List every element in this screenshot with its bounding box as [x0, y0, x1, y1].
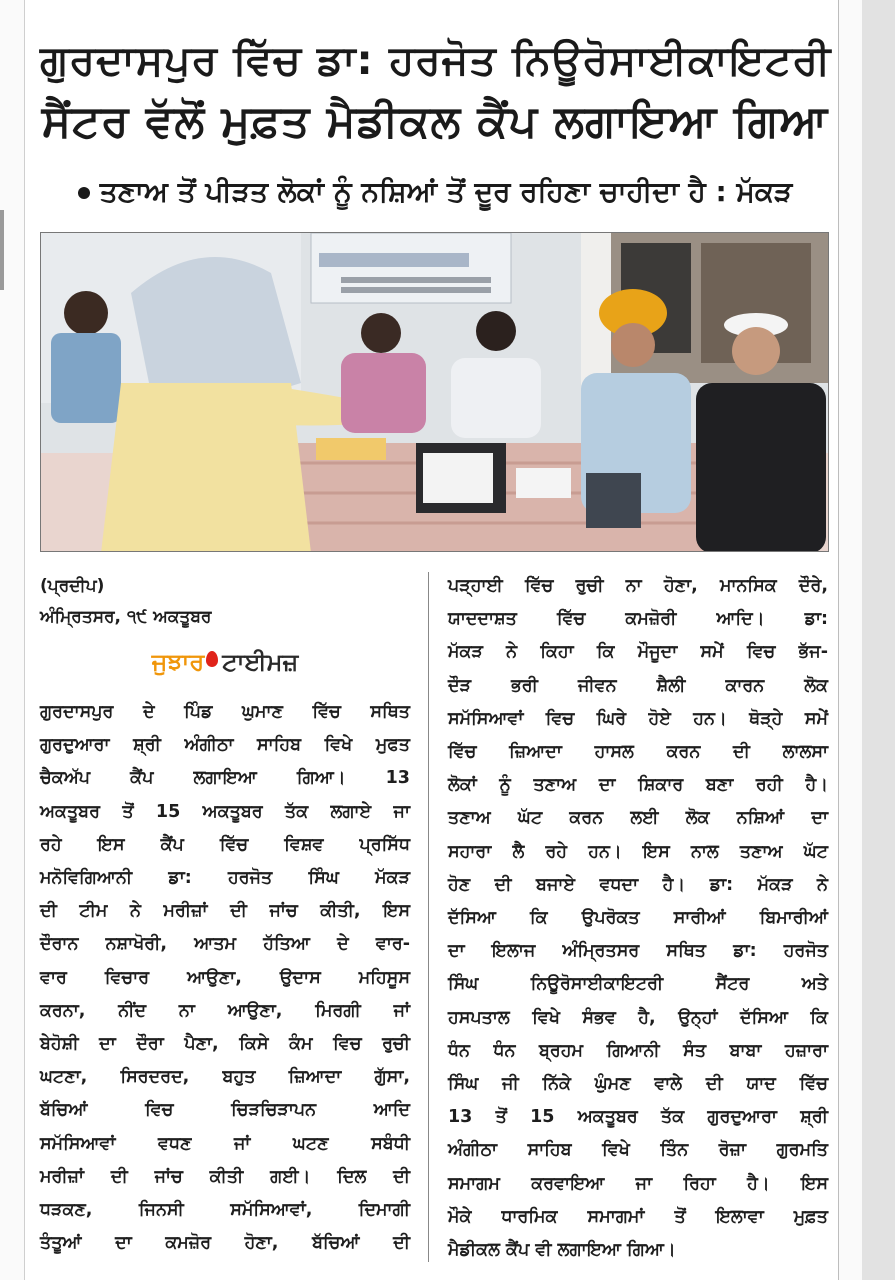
text-line: ਪੜ੍ਹਾਈ ਵਿੱਚ ਰੁਚੀ ਨਾ ਹੋਣਾ, ਮਾਨਸਿਕ ਦੌਰੇ, [448, 576, 828, 596]
text-line: ਸਮਾਗਮ ਕਰਵਾਇਆ ਜਾ ਰਿਹਾ ਹੈ। ਇਸ [448, 1173, 828, 1194]
logo-text-secondary: ਟਾਈਮਜ਼ [222, 648, 299, 676]
text-line: ਤਣਾਅ ਘੱਟ ਕਰਨ ਲਈ ਲੋਕ ਨਸ਼ਿਆਂ ਦਾ [448, 808, 828, 829]
text-line: ਸਮੱਸਿਆਵਾਂ ਵਧਣ ਜਾਂ ਘਟਣ ਸਬੰਧੀ [40, 1133, 410, 1154]
text-line: ਅਕਤੂਬਰ ਤੋਂ 15 ਅਕਤੂਬਰ ਤੱਕ ਲਗਾਏ ਜਾ [40, 801, 410, 822]
logo-text-primary: ਜੁਝਾਰ [151, 648, 205, 676]
text-line: 13 ਤੋਂ 15 ਅਕਤੂਬਰ ਤੱਕ ਗੁਰਦੁਆਰਾ ਸ਼੍ਰੀ [448, 1107, 828, 1128]
article-column-left [40, 570, 410, 1260]
text-line: ਰਹੇ ਇਸ ਕੈਂਪ ਵਿੱਚ ਵਿਸ਼ਵ ਪ੍ਰਸਿੱਧ [40, 834, 410, 855]
text-line: ਦਾ ਇਲਾਜ ਅੰਮ੍ਰਿਤਸਰ ਸਥਿਤ ਡਾ: ਹਰਜੋਤ [448, 941, 828, 962]
headline-line-1: ਗੁਰਦਾਸਪੁਰ ਵਿੱਚ ਡਾ: ਹਰਜੋਤ ਨਿਊਰੋਸਾਈਕਾਇਟਰੀ [40, 36, 832, 84]
article-column-right [448, 570, 828, 1267]
scroll-marker [0, 210, 4, 290]
text-line: ਦੌਰਾਨ ਨਸ਼ਾਖੋਰੀ, ਆਤਮ ਹੱਤਿਆ ਦੇ ਵਾਰ- [40, 934, 410, 955]
text-line: ਲੋਕਾਂ ਨੂੰ ਤਣਾਅ ਦਾ ਸ਼ਿਕਾਰ ਬਣਾ ਰਹੀ ਹੈ। [448, 775, 828, 796]
flame-icon [206, 651, 218, 667]
text-line: ਸਿੰਘ ਜੀ ਨਿੱਕੇ ਘੁੰਮਣ ਵਾਲੇ ਦੀ ਯਾਦ ਵਿੱਚ [448, 1074, 828, 1095]
bullet-icon [78, 187, 90, 199]
subheadline-text: ਤਣਾਅ ਤੋਂ ਪੀੜਤ ਲੋਕਾਂ ਨੂੰ ਨਸ਼ਿਆਂ ਤੋਂ ਦੂਰ ਰਹਿਣਾ ਚਾਹੀਦਾ ਹੈ : ਮੱਕੜ [99, 175, 793, 208]
text-line: ਵਿੱਚ ਜ਼ਿਆਦਾ ਹਾਸਲ ਕਰਨ ਦੀ ਲਾਲਸਾ [448, 742, 828, 763]
text-line: ਮੌਕੇ ਧਾਰਮਿਕ ਸਮਾਗਮਾਂ ਤੋਂ ਇਲਾਵਾ ਮੁਫ਼ਤ [448, 1206, 828, 1227]
text-line: ਵਾਰ ਵਿਚਾਰ ਆਉਣਾ, ਉਦਾਸ ਮਹਿਸੂਸ [40, 967, 410, 988]
text-line: ਮੈਡੀਕਲ ਕੈਂਪ ਵੀ ਲਗਾਇਆ ਗਿਆ। [448, 1240, 676, 1261]
text-line: ਮੱਕੜ ਨੇ ਕਿਹਾ ਕਿ ਮੌਜੂਦਾ ਸਮੇਂ ਵਿਚ ਭੱਜ- [448, 642, 828, 663]
text-line: ਸਿੰਘ ਨਿਊਰੋਸਾਈਕਾਇਟਰੀ ਸੈਂਟਰ ਅਤੇ [448, 974, 828, 995]
text-line: ਮਰੀਜ਼ਾਂ ਦੀ ਜਾਂਚ ਕੀਤੀ ਗਈ। ਦਿਲ ਦੀ [40, 1166, 410, 1187]
text-line: ਧੜਕਣ, ਜਿਨਸੀ ਸਮੱਸਿਆਵਾਂ, ਦਿਮਾਗੀ [40, 1200, 410, 1221]
text-line: ਹੋਣ ਦੀ ਬਜਾਏ ਵਧਦਾ ਹੈ। ਡਾ: ਮੱਕੜ ਨੇ [448, 874, 828, 895]
dateline: ਅੰਮ੍ਰਿਤਸਰ, ੧੯ ਅਕਤੂਬਰ [40, 607, 212, 627]
publication-logo [40, 642, 410, 682]
text-line: ਤੰਤੂਆਂ ਦਾ ਕਮਜ਼ੋਰ ਹੋਣਾ, ਬੱਚਿਆਂ ਦੀ [40, 1233, 410, 1254]
text-line: ਗੁਰਦੁਆਰਾ ਸ਼੍ਰੀ ਅੰਗੀਠਾ ਸਾਹਿਬ ਵਿਖੇ ਮੁਫਤ [40, 735, 410, 756]
headline-line-2: ਸੈਂਟਰ ਵੱਲੋਂ ਮੁਫ਼ਤ ਮੈਡੀਕਲ ਕੈਂਪ ਲਗਾਇਆ ਗਿਆ [41, 96, 829, 147]
column-divider [428, 572, 429, 1262]
photo-illustration [41, 233, 829, 552]
text-line: ਸਹਾਰਾ ਲੈ ਰਹੇ ਹਨ। ਇਸ ਨਾਲ ਤਣਾਅ ਘੱਟ [448, 841, 828, 862]
text-line: ਬੱਚਿਆਂ ਵਿਚ ਚਿੜਚਿੜਾਪਨ ਆਦਿ [40, 1100, 410, 1121]
text-line: ਚੈਕਅੱਪ ਕੈਂਪ ਲਗਾਇਆ ਗਿਆ। 13 [40, 768, 410, 789]
page-edge [862, 0, 895, 1280]
text-line: ਧੰਨ ਧੰਨ ਬ੍ਰਹਮ ਗਿਆਨੀ ਸੰਤ ਬਾਬਾ ਹਜ਼ਾਰਾ [448, 1040, 828, 1061]
text-line: ਯਾਦਦਾਸ਼ਤ ਵਿੱਚ ਕਮਜ਼ੋਰੀ ਆਦਿ। ਡਾ: [448, 609, 828, 630]
text-line: ਅੰਗੀਠਾ ਸਾਹਿਬ ਵਿਖੇ ਤਿੰਨ ਰੋਜ਼ਾ ਗੁਰਮਤਿ [448, 1140, 828, 1161]
text-line: ਹਸਪਤਾਲ ਵਿਖੇ ਸੰਭਵ ਹੈ, ਉਨ੍ਹਾਂ ਦੱਸਿਆ ਕਿ [448, 1007, 828, 1028]
article-body-right [448, 570, 828, 1267]
text-line: ਦੀ ਟੀਮ ਨੇ ਮਰੀਜ਼ਾਂ ਦੀ ਜਾਂਚ ਕੀਤੀ, ਇਸ [40, 901, 410, 922]
subheadline [40, 170, 830, 214]
text-line: ਕਰਨਾ, ਨੀਂਦ ਨਾ ਆਉਣਾ, ਮਿਰਗੀ ਜਾਂ [40, 1000, 410, 1021]
text-line: ਗੁਰਦਾਸਪੁਰ ਦੇ ਪਿੰਡ ਘੁਮਾਣ ਵਿੱਚ ਸਥਿਤ [40, 702, 410, 722]
news-photo[interactable] [40, 232, 829, 552]
byline: (ਪ੍ਰਦੀਪ) [40, 576, 105, 596]
article-body-left [40, 696, 410, 1260]
text-line: ਬੇਹੋਸ਼ੀ ਦਾ ਦੌਰਾ ਪੈਣਾ, ਕਿਸੇ ਕੰਮ ਵਿਚ ਰੁਚੀ [40, 1034, 410, 1055]
text-line: ਸਮੱਸਿਆਵਾਂ ਵਿਚ ਘਿਰੇ ਹੋਏ ਹਨ। ਥੋੜ੍ਹੇ ਸਮੇਂ [448, 708, 828, 729]
text-line: ਘਟਣਾ, ਸਿਰਦਰਦ, ਬਹੁਤ ਜ਼ਿਆਦਾ ਗੁੱਸਾ, [40, 1067, 410, 1088]
text-line: ਦੱਸਿਆ ਕਿ ਉਪਰੋਕਤ ਸਾਰੀਆਂ ਬਿਮਾਰੀਆਂ [448, 908, 828, 929]
text-line: ਮਨੋਵਿਗਿਆਨੀ ਡਾ: ਹਰਜੋਤ ਸਿੰਘ ਮੱਕੜ [40, 868, 410, 889]
text-line: ਦੌੜ ਭਰੀ ਜੀਵਨ ਸ਼ੈਲੀ ਕਾਰਨ ਲੋਕ [448, 675, 828, 696]
